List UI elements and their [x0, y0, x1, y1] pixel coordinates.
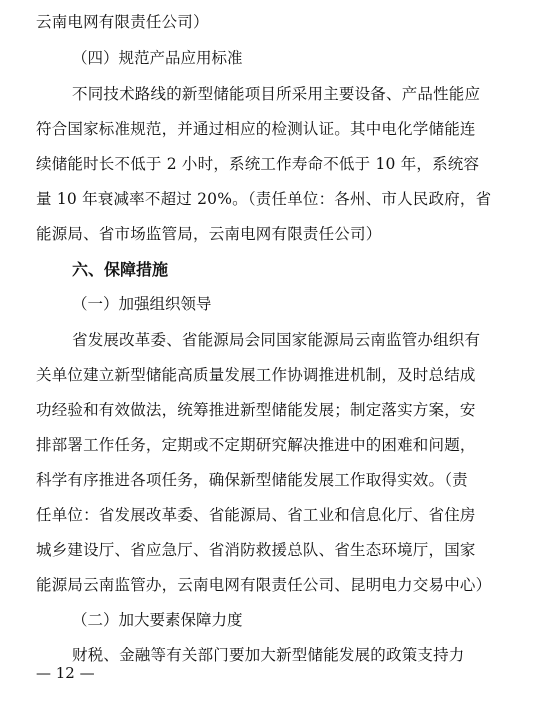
section-heading-2: （二）加大要素保障力度 [72, 611, 243, 629]
paragraph-line: 能源局、省市场监管局，云南电网有限责任公司） [36, 225, 382, 243]
paragraph-line: 量 10 年衰减率不超过 20%。（责任单位：各州、市人民政府，省 [36, 190, 492, 208]
paragraph-line: 不同技术路线的新型储能项目所采用主要设备、产品性能应 [72, 85, 481, 103]
paragraph-line: 能源局云南监管办，云南电网有限责任公司、昆明电力交易中心） [36, 576, 492, 594]
paragraph-line: 云南电网有限责任公司） [36, 13, 209, 31]
paragraph-line: 城乡建设厅、省应急厅、省消防救援总队、省生态环境厅，国家 [36, 541, 476, 559]
paragraph-line: 任单位：省发展改革委、省能源局、省工业和信息化厅、省住房 [36, 506, 476, 524]
section-heading-1: （一）加强组织领导 [72, 295, 212, 313]
paragraph-line: 关单位建立新型储能高质量发展工作协调推进机制，及时总结成 [36, 366, 476, 384]
paragraph-line: 符合国家标准规范，并通过相应的检测认证。其中电化学储能连 [36, 120, 476, 138]
paragraph-line: 财税、金融等有关部门要加大新型储能发展的政策支持力 [72, 646, 465, 664]
section-heading-4: （四）规范产品应用标准 [72, 49, 243, 67]
page-number: — 12 — [36, 664, 95, 682]
chapter-heading-6: 六、保障措施 [72, 260, 169, 279]
paragraph-line: 续储能时长不低于 2 小时，系统工作寿命不低于 10 年，系统容 [36, 155, 480, 173]
paragraph-line: 科学有序推进各项任务，确保新型储能发展工作取得实效。（责 [36, 471, 468, 489]
paragraph-line: 功经验和有效做法，统筹推进新型储能发展；制定落实方案，安 [36, 401, 476, 419]
paragraph-line: 排部署工作任务，定期或不定期研究解决推进中的困难和问题， [36, 436, 476, 454]
paragraph-line: 省发展改革委、省能源局会同国家能源局云南监管办组织有 [72, 331, 481, 349]
